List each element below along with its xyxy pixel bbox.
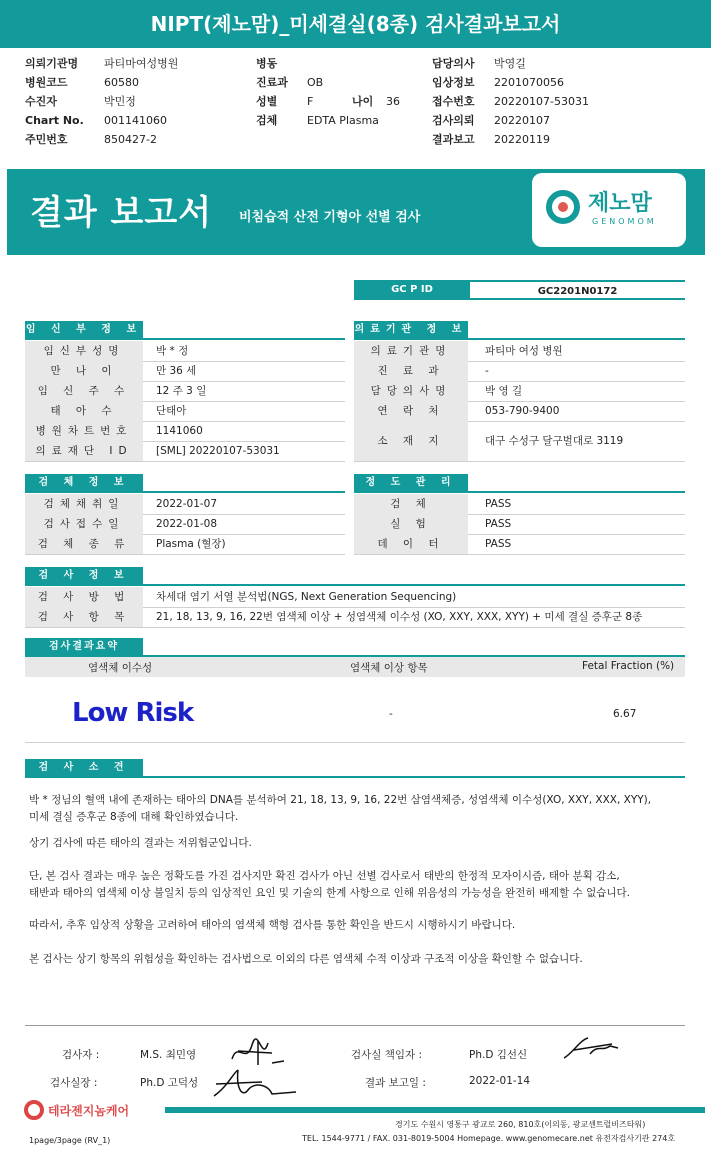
qc-label: 검 체: [354, 494, 468, 514]
page-number: 1page/3page (RV_1): [29, 1136, 111, 1145]
header-col-1: 의뢰기관명 파티마여성병원 병원코드 60580 수진자 박민정 Chart No. 001141060 주민번호 850427-2: [25, 57, 179, 146]
fetal-fraction-value: 6.67: [613, 708, 637, 720]
divider: [25, 776, 685, 778]
institution-label: 담당의사명: [354, 381, 468, 401]
section-findings: 검 사 소 견: [25, 759, 143, 777]
qc-value: PASS: [485, 538, 512, 550]
banner-subtitle: 비침습적 산전 기형아 선별 검사: [239, 210, 421, 225]
institution-label: 연 락 처: [354, 401, 468, 421]
footer-bar: [165, 1107, 705, 1113]
tester-name: M.S. 최민영: [140, 1049, 197, 1061]
pregnancy-label: 만 나 이: [25, 361, 143, 381]
signature-chief: [208, 1066, 300, 1106]
findings-paragraph-3: 단, 본 검사 결과는 매우 높은 정확도를 가진 검사지만 확진 검사가 아닌 선별 검사로서 태반의 한정적 모자이시즘, 태아 분획 감소, 태반과 태아의 염색체 이상 불일치 등의 임상적인 요인 및 기술의 한계 사항으로 인해 위음성의 가능성을 완전히 배제할 수 없습니다.: [29, 870, 630, 899]
pregnancy-value: 1141060: [156, 425, 203, 437]
tester-label: 검사자 :: [62, 1049, 100, 1061]
signature-head: [560, 1032, 620, 1066]
pregnancy-value: 박 * 정: [156, 345, 189, 357]
pregnancy-value: 만 36 세: [156, 365, 197, 377]
row-divider: [354, 554, 685, 555]
head-label: 검사실 책임자 :: [351, 1049, 423, 1061]
result-banner: [7, 169, 705, 255]
theragen-logo-icon: [24, 1100, 44, 1120]
abnormal-value: -: [389, 708, 393, 720]
findings-paragraph-2: 상기 검사에 따른 태아의 결과는 저위험군입니다.: [29, 837, 252, 849]
section-summary: 검사결과요약: [25, 638, 143, 656]
findings-paragraph-5: 본 검사는 상기 항목의 위험성을 확인하는 검사법으로 이외의 다른 염색체 수적 이상과 구조적 이상을 확인할 수 없습니다.: [29, 953, 583, 965]
test-label: 검 사 항 목: [25, 607, 143, 627]
report-title: NIPT(제노맘)_미세결실(8종) 검사결과보고서: [0, 0, 711, 48]
divider: [354, 491, 685, 493]
institution-label: 진 료 과: [354, 361, 468, 381]
pregnancy-label: 임 신 주 수: [25, 381, 143, 401]
divider: [25, 584, 685, 586]
banner-title: 결과 보고서: [30, 193, 213, 233]
section-test: 검 사 정 보: [25, 567, 143, 585]
test-label: 검 사 방 법: [25, 587, 143, 607]
qc-label: 데 이 터: [354, 534, 468, 554]
report-date-label: 결과 보고일 :: [365, 1077, 426, 1089]
row-divider: [354, 461, 685, 462]
institution-value: 대구 수성구 달구벌대로 3119: [485, 435, 624, 447]
section-pregnancy: 임 신 부 정 보: [25, 321, 143, 339]
chief-label: 검사실장 :: [50, 1077, 98, 1089]
header-col-2: 병동 진료과 OB 성별 F 나이 36 검체 EDTA Plasma: [256, 57, 400, 127]
section-qc: 정 도 관 리: [354, 474, 468, 492]
findings-paragraph-4: 따라서, 추후 임상적 상황을 고려하여 태아의 염색체 핵형 검사를 통한 확인을 반드시 시행하시기 바랍니다.: [29, 919, 516, 931]
findings-paragraph-1: 박 * 정님의 혈액 내에 존재하는 태아의 DNA를 분석하여 21, 18, 13, 9, 16, 22번 삼염색체증, 성염색체 이수성(XO, XXY, XXX, XYY), 미세 결실 증후군 8종에 대해 확인하였습니다.: [29, 794, 652, 823]
institution-label: 의료기관명: [354, 341, 468, 361]
header-col-3: 담당의사 박영길 임상정보 2201070056 접수번호 20220107-53031 검사의뢰 20220107 결과보고 20220119: [432, 57, 589, 146]
logo-dot-icon: [558, 202, 568, 212]
head-name: Ph.D 김선신: [469, 1049, 528, 1061]
specimen-label: 검체채취일: [25, 494, 143, 514]
summary-col-aneuploidy: 염색체 이수성: [88, 662, 153, 674]
institution-value: 박 영 길: [485, 385, 523, 397]
pregnancy-label: 임신부성명: [25, 341, 143, 361]
report-date-value: 2022-01-14: [469, 1075, 531, 1087]
pregnancy-label: 병원차트번호: [25, 421, 143, 441]
row-divider: [25, 554, 345, 555]
divider: [354, 338, 685, 340]
institution-label: 소 재 지: [354, 421, 468, 461]
row-divider: [25, 627, 685, 628]
pregnancy-label: 의료재단 ID: [25, 441, 143, 461]
genomom-logo: 제노맘 GENOMOM: [532, 173, 686, 247]
chief-name: Ph.D 고덕성: [140, 1077, 199, 1089]
summary-col-ff: Fetal Fraction (%): [582, 660, 675, 672]
footer-contact: TEL. 1544-9771 / FAX. 031-8019-5004 Homepage. www.genomecare.net 유전자검사기관 274호: [302, 1134, 676, 1143]
institution-value: -: [485, 365, 489, 377]
risk-result: Low Risk: [72, 698, 194, 728]
test-value: 21, 18, 13, 9, 16, 22번 염색체 이상 + 성염색체 이수성 (XO, XXY, XXX, XYY) + 미세 결실 증후군 8종: [156, 611, 643, 623]
section-specimen: 검 체 정 보: [25, 474, 143, 492]
qc-label: 실 험: [354, 514, 468, 534]
footer-address: 경기도 수원시 영통구 광교로 260, 810호(이의동, 광교센트럴비즈타워): [395, 1120, 646, 1129]
test-value: 차세대 염기 서열 분석법(NGS, Next Generation Sequencing): [156, 591, 457, 603]
pregnancy-value: 단태아: [156, 405, 187, 417]
gcpid-label: GC P ID: [354, 280, 470, 300]
pregnancy-label: 태 아 수: [25, 401, 143, 421]
divider: [25, 491, 345, 493]
pregnancy-value: [SML] 20220107-53031: [156, 445, 280, 457]
row-divider: [25, 461, 345, 462]
specimen-value: 2022-01-07: [156, 498, 218, 510]
divider: [25, 338, 345, 340]
qc-value: PASS: [485, 498, 512, 510]
specimen-label: 검 체 종 류: [25, 534, 143, 554]
brand-name: 테라젠지놈케어: [48, 1104, 130, 1118]
summary-col-abnormal: 염색체 이상 항목: [350, 662, 428, 674]
specimen-label: 검사접수일: [25, 514, 143, 534]
divider: [25, 742, 685, 743]
section-institution: 의료기관 정 보: [354, 321, 468, 339]
institution-value: 파티마 여성 병원: [485, 345, 563, 357]
specimen-value: Plasma (혈장): [156, 538, 226, 550]
divider: [25, 1025, 685, 1026]
qc-value: PASS: [485, 518, 512, 530]
gcpid-value: GC2201N0172: [470, 280, 685, 300]
specimen-value: 2022-01-08: [156, 518, 218, 530]
institution-value: 053-790-9400: [485, 405, 560, 417]
pregnancy-value: 12 주 3 일: [156, 385, 207, 397]
